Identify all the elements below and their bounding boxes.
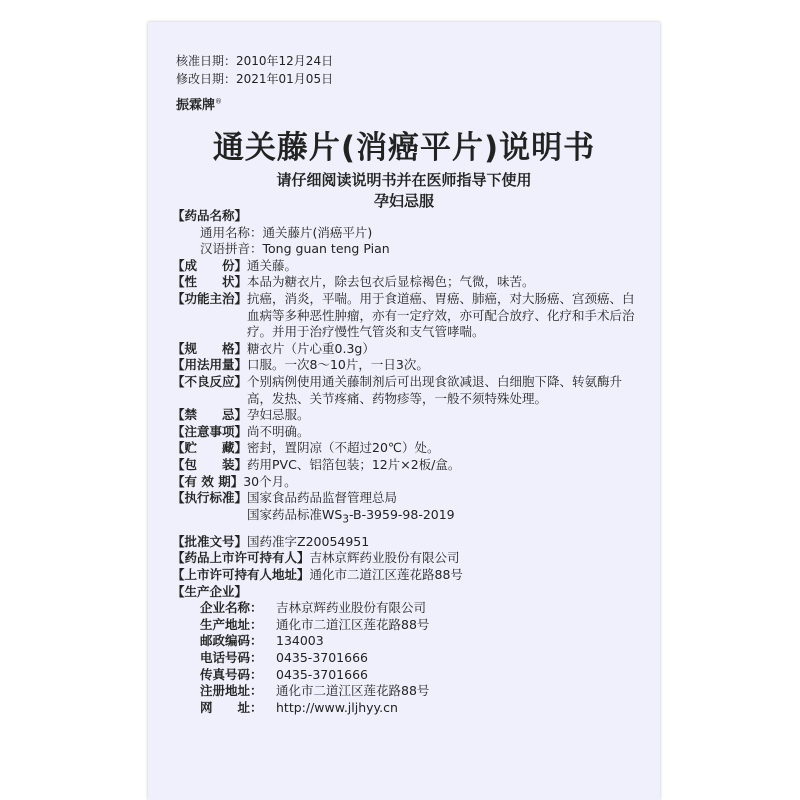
indications-row: [172, 291, 642, 341]
contra-label: 【禁 忌】: [172, 407, 248, 423]
company-row: [172, 600, 642, 617]
common-name-label: 通用名称：: [200, 224, 263, 240]
address-row: [172, 617, 642, 634]
precautions-row: [172, 424, 642, 441]
standard-code-prefix: 国家药品标准WS: [247, 506, 343, 522]
holder-value: 吉林京辉药业股份有限公司: [309, 550, 460, 566]
dosage-row: [172, 357, 642, 374]
address-label: 生产地址：: [200, 616, 263, 632]
precautions-label: 【注意事项】: [172, 423, 248, 439]
website-value: http://www.jljhyy.cn: [276, 699, 398, 715]
adverse-row: [172, 374, 642, 407]
pinyin-label: 汉语拼音：: [200, 241, 263, 257]
modify-date: 修改日期：2021年01月05日: [176, 72, 334, 86]
ingredients-label: 【成 份】: [172, 257, 248, 273]
holder-address-row: [172, 567, 642, 584]
dosage-value: 口服。一次8～10片，一日3次。: [247, 357, 429, 373]
holder-row: [172, 550, 642, 567]
fax-row: [172, 667, 642, 684]
pinyin-value: Tong guan teng Pian: [262, 241, 390, 257]
adverse-label: 【不良反应】: [172, 373, 248, 389]
brand-name: [176, 94, 222, 113]
indications-value: 抗癌，消炎，平喘。用于食道癌、胃癌、肺癌，对大肠癌、宫颈癌、白血病等多种恶性肿瘤，亦有一定疗效，亦可配合放疗、化疗和手术后治疗。并用于治疗慢性气管炎和支气管哮喘。: [247, 290, 635, 340]
drug-name-section: [172, 208, 642, 225]
company-value: 吉林京辉药业股份有限公司: [276, 600, 427, 616]
holder-label: 【药品上市许可持有人】: [172, 550, 310, 566]
storage-row: [172, 440, 642, 457]
ingredients-value: 通关藤。: [247, 257, 298, 273]
pinyin-row: [172, 241, 642, 258]
storage-label: 【贮 藏】: [172, 440, 248, 456]
leaflet-sheet: [148, 22, 660, 800]
spec-row: [172, 341, 642, 358]
dosage-label: 【用法用量】: [172, 357, 248, 373]
registered-address-row: [172, 683, 642, 700]
validity-row: [172, 474, 642, 491]
validity-label: 【有 效 期】: [172, 473, 244, 489]
standard-code-sub: 3: [342, 513, 349, 526]
common-name-row: [172, 225, 642, 242]
approval-row: [172, 534, 642, 551]
adverse-value: 个别病例使用通关藤制剂后可出现食欲减退、白细胞下降、转氨酶升高，发热、关节疼痛、药物疹等，一般不须特殊处理。: [247, 373, 623, 406]
postcode-value: 134003: [276, 633, 324, 649]
properties-label: 【性 状】: [172, 274, 248, 290]
website-row: [172, 700, 642, 717]
address-value: 通化市二道江区莲花路88号: [276, 616, 430, 632]
validity-value: 30个月。: [243, 473, 297, 489]
subtitle-warning: 孕妇忌服: [373, 192, 434, 210]
phone-row: [172, 650, 642, 667]
company-label: 企业名称：: [200, 600, 263, 616]
manufacturer-label: 【生产企业】: [172, 583, 248, 599]
phone-value: 0435-3701666: [276, 649, 368, 665]
fax-label: 传真号码：: [200, 666, 263, 682]
spec-value: 糖衣片（片心重0.3g）: [247, 340, 375, 356]
package-value: 药用PVC、铝箔包装；12片×2板/盒。: [247, 456, 461, 472]
manufacturer-section: [172, 584, 642, 601]
properties-value: 本品为糖衣片，除去包衣后显棕褐色；气微，味苦。: [247, 274, 535, 290]
drug-name-label: 【药品名称】: [172, 208, 248, 223]
registered-address-value: 通化市二道江区莲花路88号: [276, 683, 430, 699]
phone-label: 电话号码：: [200, 649, 263, 665]
registered-mark: ®: [215, 97, 223, 106]
standard-authority: 国家食品药品监督管理总局: [247, 490, 398, 506]
registered-address-label: 注册地址：: [200, 683, 263, 699]
contra-row: [172, 407, 642, 424]
approval-value: 国药准字Z20054951: [247, 533, 370, 549]
approval-label: 【批准文号】: [172, 533, 248, 549]
approve-date: 核准日期：2010年12月24日: [176, 54, 334, 68]
indications-label: 【功能主治】: [172, 290, 248, 306]
properties-row: [172, 274, 642, 291]
leaflet-body: [172, 208, 642, 716]
spec-label: 【规 格】: [172, 340, 248, 356]
standard-code-suffix: -B-3959-98-2019: [348, 506, 455, 522]
contra-value: 孕妇忌服。: [247, 407, 310, 423]
precautions-value: 尚不明确。: [247, 423, 310, 439]
package-label: 【包 装】: [172, 456, 248, 472]
subtitle-instruction: 请仔细阅读说明书并在医师指导下使用: [276, 171, 532, 189]
package-row: [172, 457, 642, 474]
fax-value: 0435-3701666: [276, 666, 368, 682]
holder-address-label: 【上市许可持有人地址】: [172, 566, 310, 582]
standard-label: 【执行标准】: [172, 490, 248, 506]
document-title: 通关藤片(消癌平片)说明书: [212, 130, 596, 166]
holder-address-value: 通化市二道江区莲花路88号: [309, 566, 463, 582]
brand-text: 振霖牌: [176, 98, 216, 113]
postcode-row: [172, 633, 642, 650]
standard-value: [247, 490, 642, 528]
postcode-label: 邮政编码：: [200, 633, 263, 649]
common-name-value: 通关藤片(消癌平片): [262, 224, 373, 240]
standard-row: [172, 490, 642, 528]
ingredients-row: [172, 258, 642, 275]
storage-value: 密封，置阴凉（不超过20℃）处。: [247, 440, 440, 456]
website-label: 网 址：: [200, 699, 263, 715]
date-block: [176, 52, 333, 88]
subtitle-block: [148, 170, 660, 212]
